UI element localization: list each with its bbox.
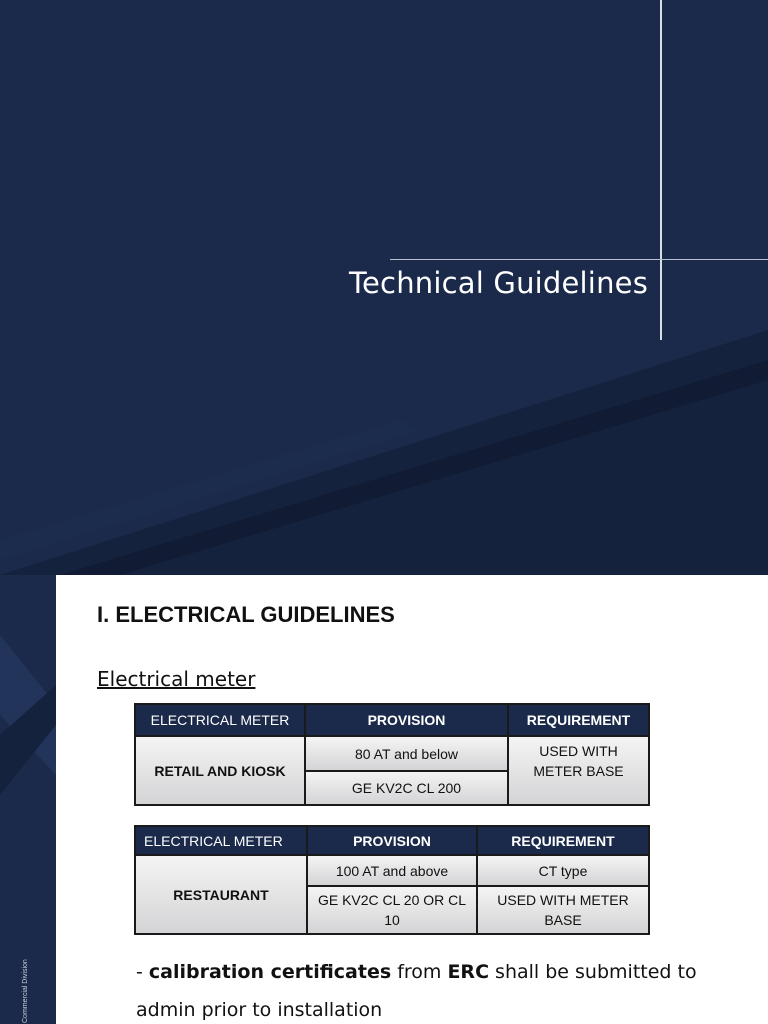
vertical-accent-line (660, 0, 662, 340)
sidebar-label: Commercial Division (22, 959, 29, 1023)
column-header: PROVISION (307, 826, 477, 855)
column-header: REQUIREMENT (508, 704, 649, 736)
note-bold-calibration: calibration certificates (148, 961, 392, 983)
calibration-note (136, 953, 736, 1024)
table-row (135, 855, 649, 886)
note-bold-erc: ERC (447, 961, 490, 983)
horizontal-accent-line (390, 259, 768, 260)
slide-title: Technical Guidelines (349, 266, 648, 300)
provision-cell: 80 AT and below (305, 736, 508, 771)
sidebar-decoration (0, 575, 56, 1024)
column-header: REQUIREMENT (477, 826, 649, 855)
requirement-cell: USED WITH METER BASE (477, 886, 649, 934)
content-slide (0, 575, 768, 1024)
column-header: PROVISION (305, 704, 508, 736)
note-prefix: - (136, 961, 149, 983)
column-header: ELECTRICAL METER (135, 826, 307, 855)
slide-sidebar (0, 575, 56, 1024)
retail-meter-table (134, 703, 650, 806)
table-row (135, 736, 649, 771)
restaurant-meter-table (134, 825, 650, 935)
note-suffix: shall be submitted to admin prior to installation (136, 961, 697, 1021)
requirement-cell: USED WITH METER BASE (508, 736, 649, 805)
column-header: ELECTRICAL METER (135, 704, 305, 736)
meter-category-cell: RESTAURANT (135, 855, 307, 934)
provision-cell: GE KV2C CL 20 OR CL 10 (307, 886, 477, 934)
subsection-heading: Electrical meter (97, 667, 256, 691)
note-mid: from (391, 961, 448, 983)
provision-cell: 100 AT and above (307, 855, 477, 886)
requirement-cell: CT type (477, 855, 649, 886)
meter-category-cell: RETAIL AND KIOSK (135, 736, 305, 805)
table-header-row (135, 704, 649, 736)
table-header-row (135, 826, 649, 855)
provision-cell: GE KV2C CL 200 (305, 771, 508, 805)
section-heading: I. ELECTRICAL GUIDELINES (97, 602, 395, 627)
